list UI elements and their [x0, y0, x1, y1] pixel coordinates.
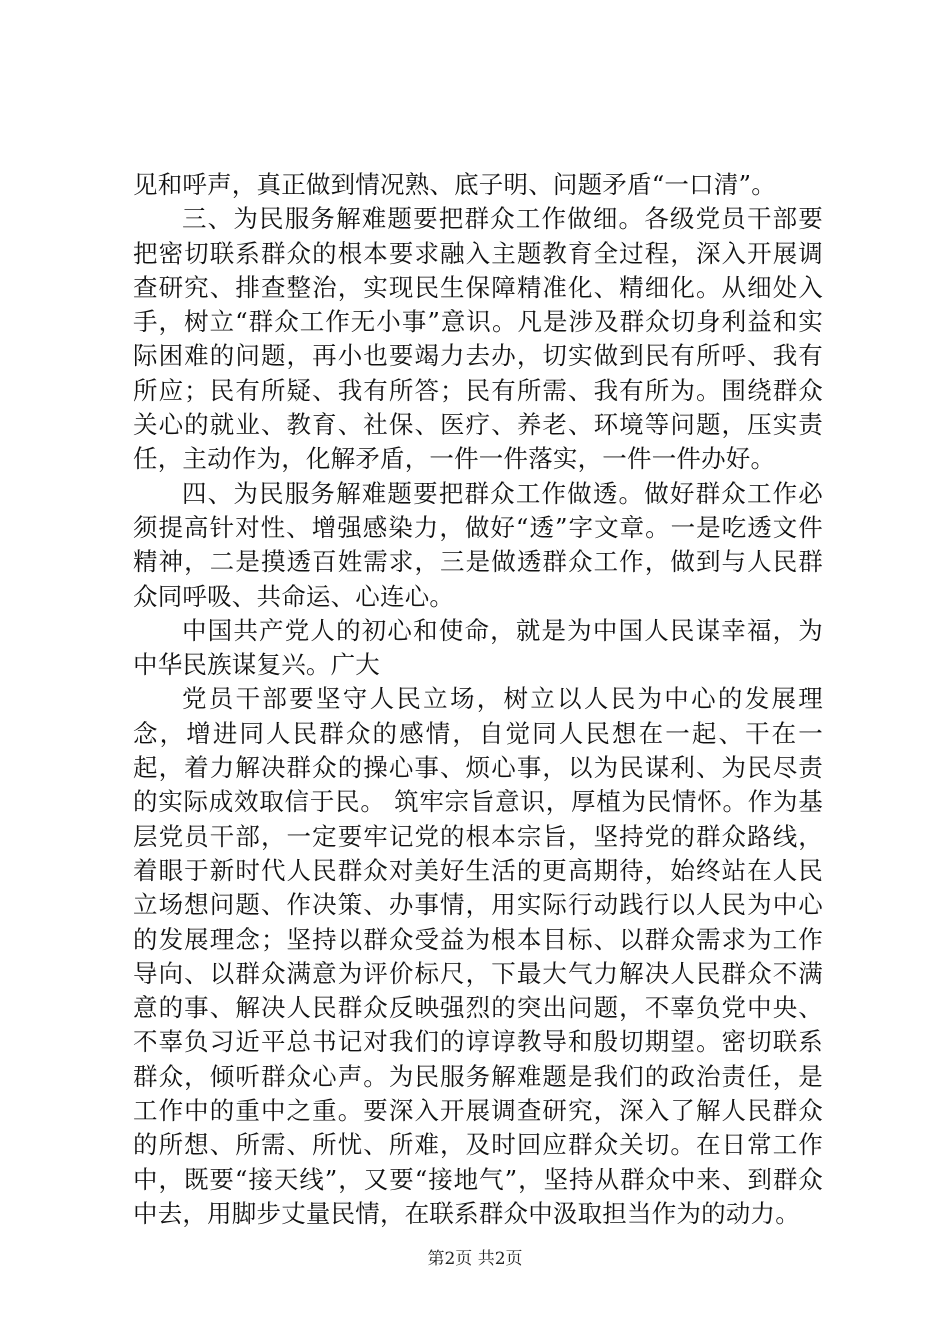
document-body [133, 168, 823, 1231]
page-number-footer: 第2页 共2页 [427, 1249, 523, 1269]
paragraph-3: 四、为民服务解难题要把群众工作做透。做好群众工作必须提高针对性、增强感染力，做好“透”字文章。一是吃透文件精神，二是摸透百姓需求，三是做透群众工作，做到与人民群众同呼吸、共命运、心连心。 [133, 478, 823, 611]
paragraph-5: 党员干部要坚守人民立场，树立以人民为中心的发展理念，增进同人民群众的感情，自觉同人民想在一起、干在一起，着力解决群众的操心事、烦心事，以为民谋利、为民尽责的实际成效取信于民。 筑牢宗旨意识，厚植为民情怀。作为基层党员干部，一定要牢记党的根本宗旨，坚持党的群众路线，着眼于新时代人民群众对美好生活的更高期待，始终站在人民立场想问题、作决策、办事情，用实际行动践行以人民为中心的发展理念；坚持以群众受益为根本目标、以群众需求为工作导向、以群众满意为评价标尺，下最大气力解决人民群众不满意的事、解决人民群众反映强烈的突出问题，不辜负党中央、不辜负习近平总书记对我们的谆谆教导和殷切期望。密切联系群众，倾听群众心声。为民服务解难题是我们的政治责任，是工作中的重中之重。要深入开展调查研究，深入了解人民群众的所想、所需、所忧、所难，及时回应群众关切。在日常工作中，既要“接天线”，又要“接地气”，坚持从群众中来、到群众中去，用脚步丈量民情，在联系群众中汲取担当作为的动力。 [133, 684, 823, 1228]
paragraph-4: 中国共产党人的初心和使命，就是为中国人民谋幸福，为中华民族谋复兴。广大 [133, 615, 823, 680]
paragraph-2: 三、为民服务解难题要把群众工作做细。各级党员干部要把密切联系群众的根本要求融入主题教育全过程，深入开展调查研究、排查整治，实现民生保障精准化、精细化。从细处入手，树立“群众工作无小事”意识。凡是涉及群众切身利益和实际困难的问题，再小也要竭力去办，切实做到民有所呼、我有所应；民有所疑、我有所答；民有所需、我有所为。围绕群众关心的就业、教育、社保、医疗、养老、环境等问题，压实责任，主动作为，化解矛盾，一件一件落实，一件一件办好。 [133, 204, 823, 474]
paragraph-1: 见和呼声，真正做到情况熟、底子明、问题矛盾“一口清”。 [133, 170, 776, 199]
